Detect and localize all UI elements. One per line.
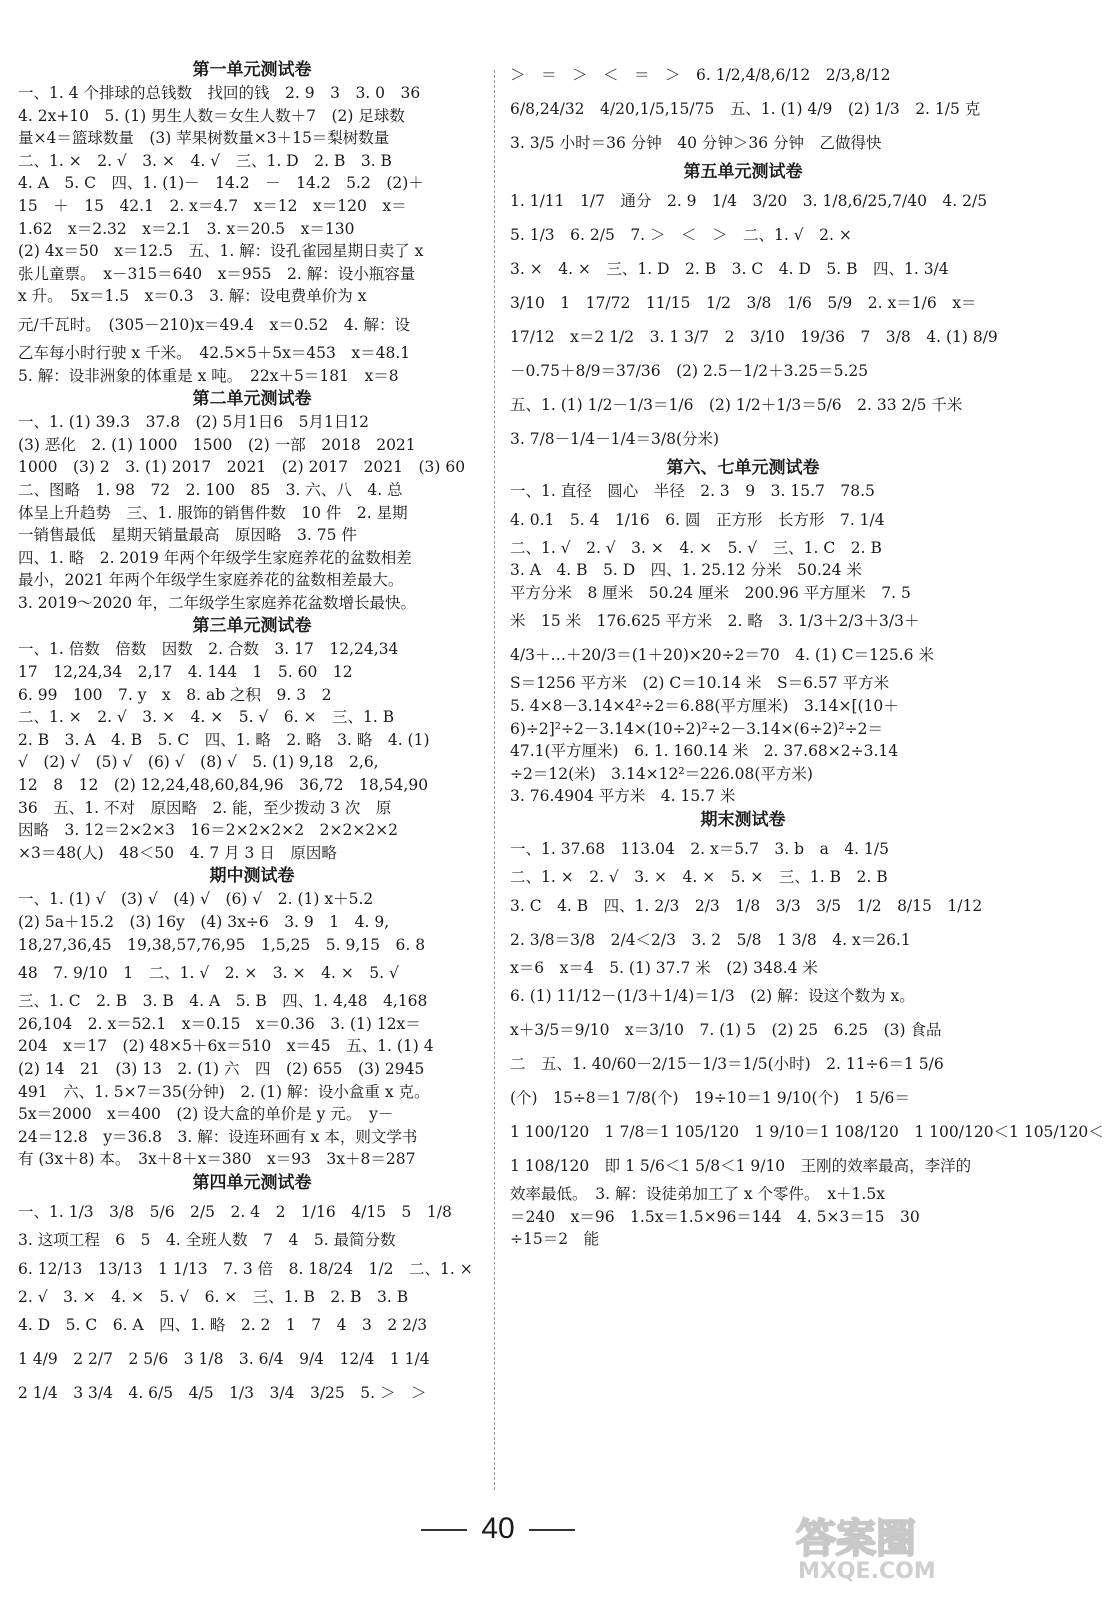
answer-line: 5. 1/3 6. 2/5 7. ＞ ＜ ＞ 二、1. √ 2. × [510, 226, 852, 244]
answer-line: 1 108/120 即 1 5/6＜1 5/8＜1 9/10 王刚的效率最高，李洋的 [510, 1157, 972, 1176]
right-section [510, 58, 981, 160]
left-section [18, 1171, 486, 1410]
answer-line: 一销售最低 星期天销量最高 原因略 3. 75 件 [18, 526, 357, 545]
answer-line: x＝6 x＝4 5. (1) 37.7 米 (2) 348.4 米 [510, 958, 818, 977]
answer-line: 5x＝2000 x＝400 (2) 设大盒的单价是 y 元。 y－ [18, 1105, 394, 1124]
answer-line: 17/12 x＝2 1/2 3. 1 3/7 2 3/10 19/36 7 3/8 4. (1) 8/9 [510, 328, 998, 346]
answer-line: 张儿童票。 x－315＝640 x＝955 2. 解：设小瓶容量 [18, 264, 416, 283]
left-column [18, 58, 486, 1410]
answer-line: 4. 0.1 5. 4 1/16 6. 圆 正方形 长方形 7. 1/4 [510, 510, 885, 529]
section-title: 期末测试卷 [700, 809, 786, 830]
answer-line: 2. B 3. A 4. B 5. C 四、1. 略 2. 略 3. 略 4. (1) [18, 730, 430, 749]
answer-line: 1. 1/11 1/7 通分 2. 9 1/4 3/20 3. 1/8,6/25,7/40 4. 2/5 [510, 192, 988, 210]
answer-line: 一、1. (1) 39.3 37.8 (2) 5月1日6 5月1日12 [18, 413, 370, 432]
answer-line: 1 4/9 2 2/7 2 5/6 3 1/8 3. 6/4 9/4 12/4 1 1/4 [18, 1350, 430, 1369]
answer-line: 4. A 5. C 四、1. (1)－ 14.2 － 14.2 5.2 (2)＋ [18, 174, 424, 193]
answer-line: ＞ ＝ ＞ ＜ ＝ ＞ 6. 1/2,4/8,6/12 2/3,8/12 [510, 66, 891, 84]
answer-line: 二、1. × 2. √ 3. × 4. × 5. √ 6. × 三、1. B [18, 708, 395, 727]
answer-line: 204 x＝17 (2) 48×5＋6x＝510 x＝45 五、1. (1) 4 [18, 1037, 434, 1056]
right-column [510, 58, 1104, 1251]
right-sections [510, 58, 1104, 1251]
answer-line: S＝1256 平方米 (2) C＝10.14 米 S＝6.57 平方米 [510, 674, 890, 693]
answer-line: 4/3＋…＋20/3＝(1＋20)×20÷2＝70 4. (1) C＝125.6 米 [510, 646, 934, 665]
page-number-text: 40 [481, 1512, 515, 1545]
right-section [510, 456, 976, 808]
section-title: 第三单元测试卷 [192, 616, 312, 637]
answer-line: 24＝12.8 y＝36.8 3. 解：设连环画有 x 本，则文学书 [18, 1127, 418, 1146]
answer-line: 3. × 4. × 三、1. D 2. B 3. C 4. D 5. B 四、1. 3/4 [510, 260, 949, 278]
left-section [18, 614, 486, 864]
answer-line: 五、1. (1) 1/2－1/3＝1/6 (2) 1/2＋1/3＝5/6 2. 33 2/5 千米 [510, 396, 963, 414]
section-title: 第六、七单元测试卷 [666, 458, 820, 478]
answer-line: 6)÷2]²÷2－3.14×(10÷2)²÷2－3.14×(6÷2)²÷2＝ [510, 719, 883, 738]
answer-line: 四、1. 略 2. 2019 年两个年级学生家庭养花的盆数相差 [18, 548, 412, 567]
answer-line: 元/千瓦时。 (305－210)x＝49.4 x＝0.52 4. 解：设 [18, 315, 410, 334]
answer-line: 15 ＋ 15 42.1 2. x＝4.7 x＝12 x＝120 x＝ [18, 196, 407, 215]
answer-line: 18,27,36,45 19,38,57,76,95 1,5,25 5. 9,15 6. 8 [18, 935, 426, 954]
answer-line: ×3＝48(人) 48＜50 4. 7 月 3 日 原因略 [18, 843, 337, 862]
answer-line: 3. 这项工程 6 5 4. 全班人数 7 4 5. 最简分数 [18, 1230, 396, 1249]
watermark-logo [776, 1512, 976, 1582]
section-title: 期中测试卷 [209, 866, 295, 887]
answer-line: －0.75＋8/9＝37/36 (2) 2.5－1/2＋3.25＝5.25 [510, 362, 869, 380]
answer-line: 三、1. C 2. B 3. B 4. A 5. B 四、1. 4,48 4,168 [18, 992, 428, 1011]
answer-line: 2. √ 3. × 4. × 5. √ 6. × 三、1. B 2. B 3. B [18, 1287, 409, 1306]
answer-line: 1000 (3) 2 3. (1) 2017 2021 (2) 2017 2021 (3) 60 [18, 458, 466, 477]
answer-line: (3) 恶化 2. (1) 1000 1500 (2) 一部 2018 2021 [18, 435, 416, 454]
section-title: 第五单元测试卷 [683, 162, 803, 182]
answer-line: 3. C 4. B 四、1. 2/3 2/3 1/8 3/3 3/5 1/2 8/15 1/12 [510, 896, 983, 915]
answer-line: 6. (1) 11/12－(1/3＋1/4)＝1/3 (2) 解：设这个数为 x。 [510, 987, 915, 1006]
left-section [18, 864, 486, 1171]
answer-line: 48 7. 9/10 1 二、1. √ 2. × 3. × 4. × 5. √ [18, 964, 399, 983]
section-title: 第二单元测试卷 [192, 389, 312, 410]
answer-line: 2. 3/8＝3/8 2/4＜2/3 3. 2 5/8 1 3/8 4. x＝26.1 [510, 930, 911, 949]
answer-line: 1 100/120 1 7/8＝1 105/120 1 9/10＝1 108/120 1 100/120＜1 105/120＜ [510, 1123, 1104, 1142]
answer-line: 491 六、1. 5×7＝35(分钟) 2. (1) 解：设小盒重 x 克。 [18, 1082, 430, 1101]
answer-line: 乙车每小时行驶 x 千米。 42.5×5＋5x＝453 x＝48.1 [18, 343, 411, 362]
answer-line: 体呈上升趋势 三、1. 服饰的销售件数 10 件 2. 星期 [18, 503, 408, 522]
answer-line: 二、1. × 2. √ 3. × 4. × 5. × 三、1. B 2. B [510, 867, 888, 886]
answer-line: (个) 15÷8＝1 7/8(个) 19÷10＝1 9/10(个) 1 5/6＝ [510, 1089, 910, 1108]
answer-line: 一、1. 直径 圆心 半径 2. 3 9 3. 15.7 78.5 [510, 482, 875, 500]
answer-line: ＝240 x＝96 1.5x＝1.5×96＝144 4. 5×3＝15 30 [510, 1207, 920, 1226]
answer-line: ÷15＝2 能 [510, 1230, 600, 1249]
answer-line: 有 (3x＋8) 本。 3x＋8＋x＝380 x＝93 3x＋8＝287 [18, 1150, 416, 1169]
answer-line: ÷2＝12(米) 3.14×12²＝226.08(平方米) [510, 764, 813, 783]
answer-line: 17 12,24,34 2,17 4. 144 1 5. 60 12 [18, 663, 353, 682]
answer-line: 量×4＝篮球数量 (3) 苹果树数量×3＋15＝梨树数量 [18, 129, 390, 148]
answer-line: 12 8 12 (2) 12,24,48,60,84,96 36,72 18,54,90 [18, 776, 429, 795]
column-divider [494, 70, 495, 1490]
left-sections [18, 58, 486, 1410]
answer-line: 6. 12/13 13/13 1 1/13 7. 3 倍 8. 18/24 1/2 二、1. × [18, 1259, 473, 1278]
left-dash [421, 1529, 467, 1531]
answer-line: 2 1/4 3 3/4 4. 6/5 4/5 1/3 3/4 3/25 5. ＞ ＞ [18, 1384, 427, 1403]
watermark-text: 答案圈 [796, 1516, 916, 1562]
answer-line: 效率最低。 3. 解：设徒弟加工了 x 个零件。 x＋1.5x [510, 1185, 885, 1204]
answer-line: (2) 5a＋15.2 (3) 16y (4) 3x÷6 3. 9 1 4. 9, [18, 913, 390, 931]
answer-line: 3. A 4. B 5. D 四、1. 25.12 分米 50.24 米 [510, 561, 862, 580]
answer-line: 二、1. √ 2. √ 3. × 4. × 5. √ 三、1. C 2. B [510, 538, 882, 557]
answer-line: 米 15 米 176.625 平方米 2. 略 3. 1/3＋2/3＋3/3＋ [510, 612, 920, 631]
answer-line: 5. 4×8－3.14×4²÷2＝6.88(平方厘米) 3.14×[(10＋ [510, 696, 899, 715]
right-dash [529, 1529, 575, 1531]
answer-line: 36 五、1. 不对 原因略 2. 能，至少拨动 3 次 原 [18, 798, 392, 817]
right-section [510, 808, 1104, 1251]
answer-line: 一、1. 4 个排球的总钱数 找回的钱 2. 9 3 3. 0 36 [18, 84, 421, 102]
answer-line: 3. 76.4904 平方米 4. 15.7 米 [510, 787, 736, 806]
answer-line: 5. 解：设非洲象的体重是 x 吨。 22x＋5＝181 x＝8 [18, 366, 399, 385]
answer-line: 4. 2x+10 5. (1) 男生人数＝女生人数＋7 (2) 足球数 [18, 106, 405, 125]
answer-line: (2) 4x＝50 x＝12.5 五、1. 解：设孔雀园星期日卖了 x [18, 242, 424, 261]
right-section [510, 160, 998, 456]
section-title: 第四单元测试卷 [192, 1172, 312, 1193]
answer-line: 47.1(平方厘米) 6. 1. 160.14 米 2. 37.68×2÷3.14 [510, 742, 899, 761]
answer-line: 3. 3/5 小时＝36 分钟 40 分钟＞36 分钟 乙做得快 [510, 134, 882, 152]
answer-line: 3/10 1 17/72 11/15 1/2 3/8 1/6 5/9 2. x＝1/6 x＝ [510, 294, 977, 312]
answer-line: 3. 7/8－1/4－1/4＝3/8(分米) [510, 430, 720, 448]
answer-line: 1.62 x＝2.32 x＝2.1 3. x＝20.5 x＝130 [18, 219, 355, 238]
answer-line: x 升。 5x＝1.5 x＝0.3 3. 解：设电费单价为 x [18, 287, 367, 306]
section-title: 第一单元测试卷 [192, 60, 312, 80]
answer-line: 4. D 5. C 6. A 四、1. 略 2. 2 1 7 4 3 2 2/3 [18, 1316, 428, 1335]
answer-line: 6/8,24/32 4/20,1/5,15/75 五、1. (1) 4/9 (2) 1/3 2. 1/5 克 [510, 100, 981, 118]
answer-line: 一、1. 1/3 3/8 5/6 2/5 2. 4 2 1/16 4/15 5 1/8 [18, 1202, 452, 1221]
answer-line: 二 五、1. 40/60－2/15－1/3＝1/5(小时) 2. 11÷6＝1 5/6 [510, 1055, 944, 1074]
left-section [18, 387, 486, 614]
answer-line: 3. 2019～2020 年，二年级学生家庭养花盆数增长最快。 [18, 593, 417, 612]
answer-line: x＋3/5＝9/10 x＝3/10 7. (1) 5 (2) 25 6.25 (3) 食品 [510, 1021, 942, 1040]
left-section [18, 58, 486, 387]
answer-line: 6. 99 100 7. y x 8. ab 之积 9. 3 2 [18, 685, 332, 704]
answer-line: 因略 3. 12＝2×2×3 16＝2×2×2×2 2×2×2×2 [18, 821, 399, 840]
answer-line: 二、1. × 2. √ 3. × 4. √ 三、1. D 2. B 3. B [18, 151, 392, 170]
answer-line: 平方分米 8 厘米 50.24 厘米 200.96 平方厘米 7. 5 [510, 583, 911, 602]
answer-line: 最小，2021 年两个年级学生家庭养花的盆数相差最大。 [18, 571, 404, 590]
answer-line: 一、1. 37.68 113.04 2. x＝5.7 3. b a 4. 1/5 [510, 839, 889, 858]
watermark-url: MXQE.COM [798, 1559, 936, 1584]
answer-line: √ (2) √ (5) √ (6) √ (8) √ 5. (1) 9,18 2,6, [18, 753, 379, 772]
answer-line: 一、1. 倍数 倍数 因数 2. 合数 3. 17 12,24,34 [18, 640, 399, 659]
answer-line: (2) 14 21 (3) 13 2. (1) 六 四 (2) 655 (3) 2945 [18, 1059, 425, 1078]
answer-line: 一、1. (1) √ (3) √ (4) √ (6) √ 2. (1) x＋5.2 [18, 890, 374, 909]
answer-line: 二、图略 1. 98 72 2. 100 85 3. 六、八 4. 总 [18, 480, 403, 499]
answer-line: 26,104 2. x＝52.1 x＝0.15 x＝0.36 3. (1) 12x＝ [18, 1014, 421, 1033]
